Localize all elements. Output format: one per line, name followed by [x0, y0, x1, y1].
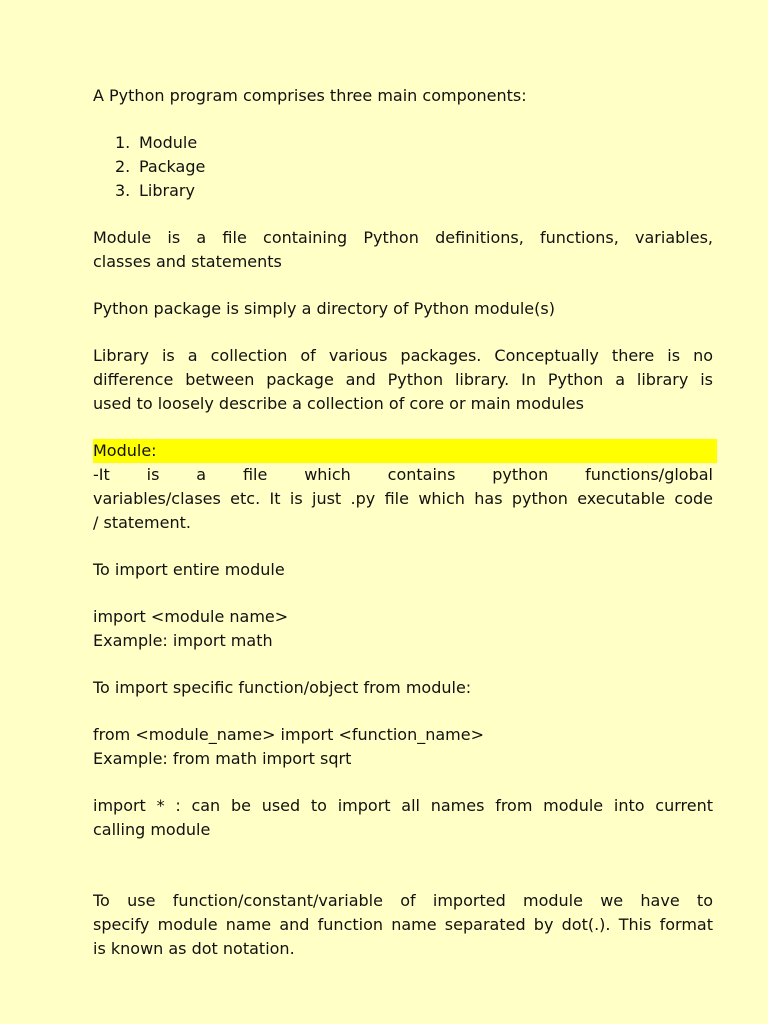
module-heading: Module: [93, 439, 717, 463]
library-definition: Library is a collection of various packages. Conceptually there is no difference between package and Python library. In Python a library is used to loosely describe a collection of core or main modules [93, 346, 713, 413]
import-specific-example: Example: from math import sqrt [93, 749, 352, 768]
import-all-text: import * : can be used to import all names from module into current calling module [93, 796, 713, 839]
dot-notation-text: To use function/constant/variable of imported module we have to specify module name and function name separated by dot(.). This format is known as dot notation. [93, 891, 713, 958]
list-item: 3. Library [115, 181, 195, 200]
package-definition: Python package is simply a directory of Python module(s) [93, 299, 555, 318]
import-entire-syntax: import <module name> [93, 607, 289, 626]
module-description: -It is a file which contains python functions/global [93, 465, 713, 484]
document-page [93, 84, 713, 961]
list-item-label: Module [139, 133, 198, 152]
list-item-label: Library [139, 181, 195, 200]
import-specific-syntax: from <module_name> import <function_name> [93, 725, 485, 744]
list-item: 2. Package [115, 157, 206, 176]
intro-text: A Python program comprises three main components: [93, 86, 527, 105]
list-item-label: Package [139, 157, 206, 176]
module-definition: Module is a file containing Python definitions, functions, variables, classes and statements [93, 228, 713, 271]
components-list [93, 131, 713, 203]
list-item: 1. Module [115, 133, 198, 152]
module-section: Module: -It is a file which contains python functions/global variables/clases etc. It is just .py file which has python executable code / statement. [93, 439, 713, 535]
import-entire-example: Example: import math [93, 631, 273, 650]
import-entire-title: To import entire module [93, 560, 285, 579]
import-specific-title: To import specific function/object from module: [93, 678, 472, 697]
